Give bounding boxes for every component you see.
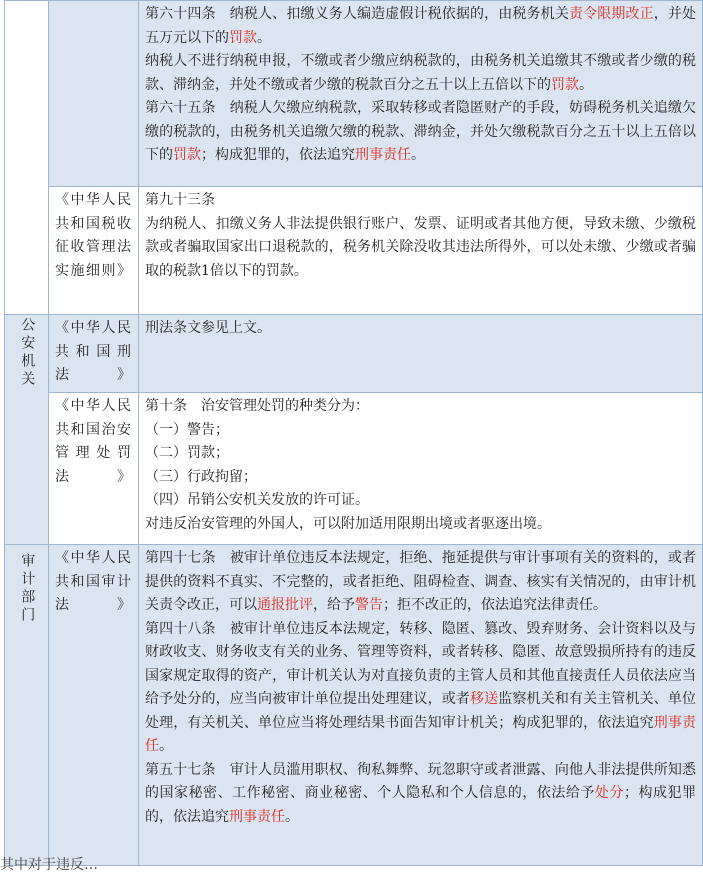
article-paragraph: [145, 466, 696, 490]
cut-off-text-line: [0, 857, 703, 873]
article-paragraph: [145, 395, 696, 419]
paragraph-run: 第五十七条 审计人员滥用职权、徇私舞弊、玩忽职守或者泄露、向他人非法提供所知悉的国家秘密、工作秘密、商业秘密、个人隐私和个人信息的，依法给予: [145, 761, 696, 801]
paragraph-run: 监察机关和有关主管机关、单位处理，有关机关、单位应当将处理结果书面告知审计机关；构成犯罪的，依法追究: [145, 691, 697, 731]
agency-cell: [5, 315, 49, 545]
table-row: [5, 1, 703, 187]
paragraph-run: 。: [159, 738, 173, 754]
paragraph-run: ，并处五万元以下的: [145, 6, 697, 46]
article-paragraph: [145, 759, 696, 830]
paragraph-run: 纳税人不进行纳税申报，不缴或者少缴应纳税款的，由税务机关追缴其不缴或者少缴的税款、滞纳金，并处不缴或者少缴的税款百分之五十以上五倍以下的: [145, 53, 696, 93]
article-paragraph: [145, 97, 696, 168]
paragraph-run: 。: [257, 29, 271, 46]
agency-label: 审计部门: [19, 553, 36, 625]
article-paragraph: [145, 489, 696, 513]
highlighted-penalty: 刑事责任: [229, 808, 285, 825]
paragraph-run: 第六十四条 纳税人、扣缴义务人编造虚假计税依据的，由税务机关: [145, 6, 569, 22]
paragraph-run: 为纳税人、扣缴义务人非法提供银行账户、发票、证明或者其他方便，导致未缴、少缴税款或者骗取国家出口退税款的，税务机关除没收其违法所得外，可以处未缴、少缴或者骗取的税款1倍以下的罚款。: [145, 215, 696, 279]
paragraph-run: （四）吊销公安机关发放的许可证。: [145, 492, 369, 508]
agency-label: 公安机关: [19, 317, 36, 389]
article-paragraph: [145, 442, 696, 466]
paragraph-run: ；构成犯罪的，依法追究: [145, 785, 697, 825]
paragraph-run: 。: [579, 76, 593, 93]
paragraph-run: （一）警告；: [145, 421, 229, 438]
article-paragraph: [145, 618, 696, 759]
law-name-cell: [49, 1, 139, 187]
article-paragraph: [145, 3, 696, 50]
paragraph-run: 第六十五条 纳税人欠缴应纳税款，采取转移或者隐匿财产的手段，妨碍税务机关追缴欠缴的税款的，由税务机关追缴欠缴的税款、滞纳金，并处欠缴税款百分之五十以上五倍以下的: [145, 100, 696, 163]
highlighted-penalty: 刑事责任: [145, 714, 697, 754]
highlighted-penalty: 移送: [470, 691, 499, 707]
paragraph-run: ，给予: [313, 597, 355, 613]
table-row: [5, 187, 703, 315]
paragraph-run: 第四十七条 被审计单位违反本法规定，拒绝、拖延提供与审计事项有关的资料的，或者提供的资料不真实、不完整的，或者拒绝、阻碍检查、调查、核实有关情况的，由审计机关责令改正，可以: [145, 550, 696, 613]
highlighted-penalty: 责令限期改正: [568, 6, 654, 22]
highlighted-penalty: 罚款: [229, 29, 257, 46]
paragraph-run: （三）行政拘留；: [145, 468, 257, 485]
highlighted-penalty: 警告: [355, 597, 383, 613]
article-text-cell: [139, 187, 703, 315]
article-paragraph: [145, 189, 696, 213]
article-paragraph: [145, 317, 696, 341]
law-name-cell: 《中华人民共和国税收征收管理法实施细则》: [49, 187, 139, 315]
paragraph-run: 。: [285, 808, 299, 825]
paragraph-run: 第九十三条: [145, 192, 215, 208]
highlighted-penalty: 通报批评: [257, 597, 313, 613]
law-name-cell: 《中华人民共和国审计法》: [49, 545, 139, 866]
highlighted-penalty: 刑事责任: [355, 147, 411, 163]
article-paragraph: [145, 213, 696, 284]
law-penalty-table: [4, 0, 703, 866]
paragraph-run: 刑法条文参见上文。: [145, 320, 271, 336]
agency-cell: [5, 545, 49, 866]
article-paragraph: [145, 513, 696, 537]
highlighted-penalty: 罚款: [551, 76, 579, 93]
article-paragraph: [145, 547, 696, 618]
paragraph-run: 第十条 治安管理处罚的种类分为：: [145, 398, 369, 414]
footer-fragment: 其中对于违反…: [0, 857, 98, 873]
table-row: [5, 315, 703, 393]
article-paragraph: [145, 50, 696, 97]
article-paragraph: [145, 419, 696, 443]
paragraph-run: 。: [411, 147, 425, 163]
article-text-cell: [139, 1, 703, 187]
paragraph-run: ；构成犯罪的，依法追究: [201, 147, 355, 163]
article-text-cell: [139, 545, 703, 866]
table-row: [5, 545, 703, 866]
law-name-cell: 《中华人民共和国刑法》: [49, 315, 139, 393]
article-text-cell: [139, 393, 703, 545]
highlighted-penalty: 处分: [594, 785, 624, 801]
agency-cell: [5, 1, 49, 315]
highlighted-penalty: 罚款: [173, 147, 201, 163]
paragraph-run: （二）罚款；: [145, 445, 229, 461]
table-row: [5, 393, 703, 545]
law-name-cell: 《中华人民共和国治安管理处罚法》: [49, 393, 139, 545]
paragraph-run: ；拒不改正的，依法追究法律责任。: [383, 597, 607, 613]
paragraph-run: 对违反治安管理的外国人，可以附加适用限期出境或者驱逐出境。: [145, 515, 551, 532]
article-text-cell: [139, 315, 703, 393]
paragraph-run: 第四十八条 被审计单位违反本法规定，转移、隐匿、篡改、毁弃财务、会计资料以及与财政收支、财务收支有关的业务、管理等资料，或者转移、隐匿、故意毁损所持有的违反国家规定取得的资产，审计机关认为对直接负责的主管人员和其他直接责任人员依法应当给予处分的，应当向被审计单位提出处理建议，或者: [145, 620, 696, 707]
